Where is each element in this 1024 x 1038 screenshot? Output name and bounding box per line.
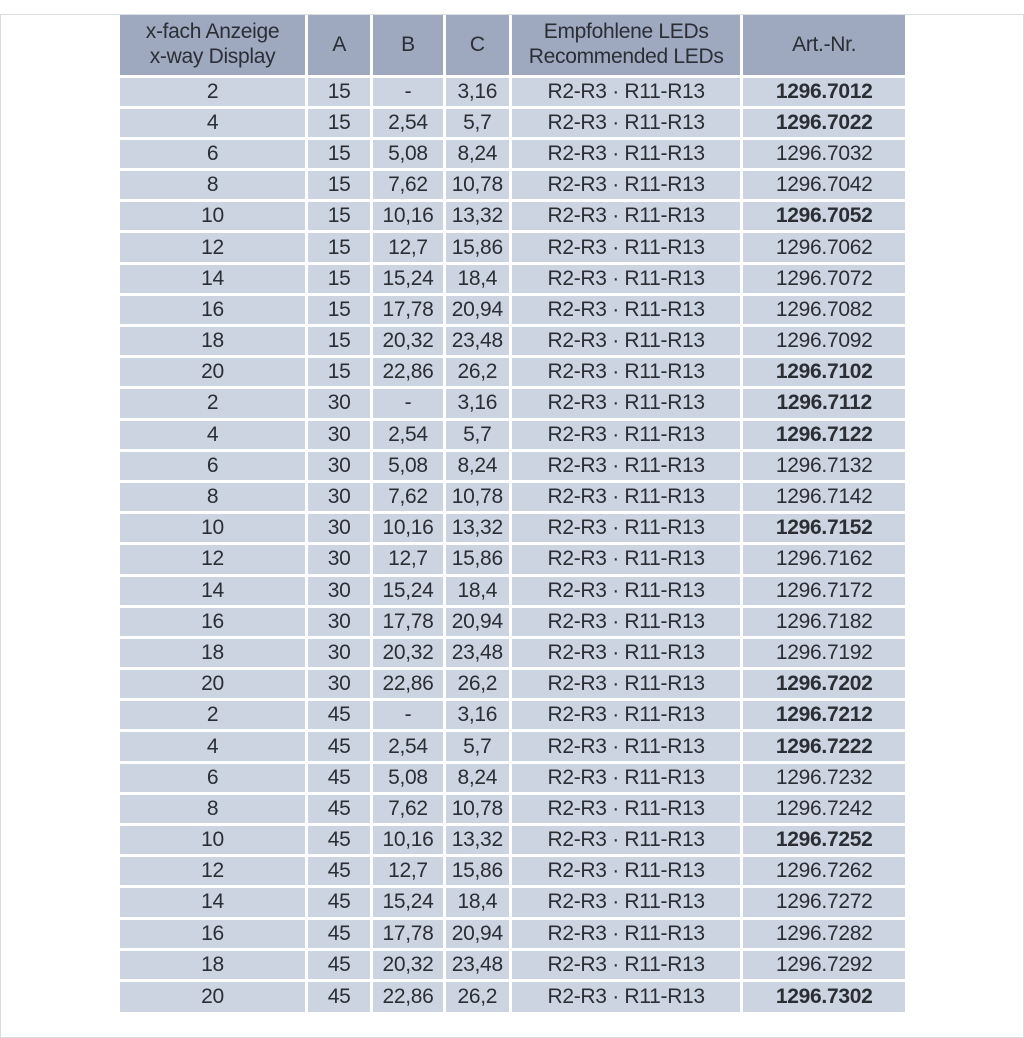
cell-c: 5,7 [444, 107, 510, 138]
cell-c: 3,16 [444, 700, 510, 731]
cell-recommended-leds: R2-R3 · R11-R13 [510, 294, 741, 325]
table-row [120, 138, 905, 169]
cell-display-count: 14 [120, 263, 307, 294]
cell-c: 13,32 [444, 825, 510, 856]
cell-c: 10,78 [444, 793, 510, 824]
table-row [120, 76, 905, 107]
cell-c: 23,48 [444, 637, 510, 668]
cell-art-nr: 1296.7252 [742, 825, 905, 856]
cell-a: 30 [307, 513, 372, 544]
table-row [120, 669, 905, 700]
cell-a: 30 [307, 637, 372, 668]
cell-b: 5,08 [372, 450, 444, 481]
cell-b: 15,24 [372, 575, 444, 606]
cell-recommended-leds: R2-R3 · R11-R13 [510, 825, 741, 856]
cell-recommended-leds: R2-R3 · R11-R13 [510, 887, 741, 918]
cell-art-nr: 1296.7172 [742, 575, 905, 606]
cell-art-nr: 1296.7162 [742, 544, 905, 575]
cell-recommended-leds: R2-R3 · R11-R13 [510, 731, 741, 762]
cell-art-nr: 1296.7282 [742, 918, 905, 949]
cell-display-count: 18 [120, 326, 307, 357]
cell-display-count: 12 [120, 544, 307, 575]
cell-recommended-leds: R2-R3 · R11-R13 [510, 450, 741, 481]
column-header-b: B [372, 14, 444, 76]
cell-b: 2,54 [372, 731, 444, 762]
cell-b: 22,86 [372, 669, 444, 700]
cell-recommended-leds: R2-R3 · R11-R13 [510, 76, 741, 107]
cell-b: 5,08 [372, 138, 444, 169]
cell-b: 7,62 [372, 793, 444, 824]
cell-art-nr: 1296.7192 [742, 637, 905, 668]
cell-recommended-leds: R2-R3 · R11-R13 [510, 138, 741, 169]
cell-display-count: 18 [120, 949, 307, 980]
table-row [120, 544, 905, 575]
cell-c: 26,2 [444, 669, 510, 700]
cell-a: 45 [307, 887, 372, 918]
cell-b: 17,78 [372, 606, 444, 637]
cell-recommended-leds: R2-R3 · R11-R13 [510, 669, 741, 700]
cell-display-count: 2 [120, 76, 307, 107]
table-body [120, 76, 905, 1012]
cell-display-count: 10 [120, 513, 307, 544]
cell-art-nr: 1296.7302 [742, 980, 905, 1011]
table-row [120, 700, 905, 731]
cell-a: 45 [307, 980, 372, 1011]
cell-a: 15 [307, 107, 372, 138]
cell-art-nr: 1296.7012 [742, 76, 905, 107]
cell-recommended-leds: R2-R3 · R11-R13 [510, 232, 741, 263]
table-row [120, 201, 905, 232]
cell-display-count: 2 [120, 388, 307, 419]
header-row [120, 14, 905, 76]
cell-recommended-leds: R2-R3 · R11-R13 [510, 918, 741, 949]
cell-art-nr: 1296.7092 [742, 326, 905, 357]
table-row [120, 419, 905, 450]
led-display-spec-table [120, 14, 905, 1012]
cell-a: 30 [307, 575, 372, 606]
cell-display-count: 18 [120, 637, 307, 668]
cell-art-nr: 1296.7242 [742, 793, 905, 824]
table-row [120, 450, 905, 481]
cell-c: 18,4 [444, 575, 510, 606]
cell-art-nr: 1296.7102 [742, 357, 905, 388]
table-row [120, 513, 905, 544]
cell-art-nr: 1296.7142 [742, 481, 905, 512]
cell-display-count: 4 [120, 419, 307, 450]
cell-b: 12,7 [372, 232, 444, 263]
cell-c: 8,24 [444, 138, 510, 169]
cell-c: 26,2 [444, 357, 510, 388]
cell-c: 8,24 [444, 450, 510, 481]
cell-recommended-leds: R2-R3 · R11-R13 [510, 201, 741, 232]
table-row [120, 606, 905, 637]
cell-recommended-leds: R2-R3 · R11-R13 [510, 107, 741, 138]
cell-art-nr: 1296.7212 [742, 700, 905, 731]
cell-display-count: 8 [120, 481, 307, 512]
cell-a: 45 [307, 762, 372, 793]
cell-display-count: 8 [120, 793, 307, 824]
cell-c: 15,86 [444, 856, 510, 887]
cell-art-nr: 1296.7292 [742, 949, 905, 980]
table-row [120, 107, 905, 138]
table-row [120, 575, 905, 606]
cell-display-count: 14 [120, 575, 307, 606]
cell-art-nr: 1296.7022 [742, 107, 905, 138]
cell-display-count: 4 [120, 731, 307, 762]
cell-b: 2,54 [372, 107, 444, 138]
cell-art-nr: 1296.7072 [742, 263, 905, 294]
cell-a: 30 [307, 450, 372, 481]
cell-c: 18,4 [444, 887, 510, 918]
cell-a: 15 [307, 326, 372, 357]
cell-b: 17,78 [372, 918, 444, 949]
table-row [120, 731, 905, 762]
cell-recommended-leds: R2-R3 · R11-R13 [510, 481, 741, 512]
table-row [120, 918, 905, 949]
table-row [120, 294, 905, 325]
cell-b: 7,62 [372, 481, 444, 512]
cell-recommended-leds: R2-R3 · R11-R13 [510, 388, 741, 419]
column-header-display [120, 14, 307, 76]
cell-recommended-leds: R2-R3 · R11-R13 [510, 575, 741, 606]
cell-b: 22,86 [372, 980, 444, 1011]
cell-art-nr: 1296.7202 [742, 669, 905, 700]
table-row [120, 263, 905, 294]
cell-art-nr: 1296.7032 [742, 138, 905, 169]
cell-b: 20,32 [372, 326, 444, 357]
cell-art-nr: 1296.7152 [742, 513, 905, 544]
cell-b: 20,32 [372, 637, 444, 668]
column-header-leds [510, 14, 741, 76]
table-row [120, 357, 905, 388]
cell-c: 18,4 [444, 263, 510, 294]
cell-c: 20,94 [444, 918, 510, 949]
cell-art-nr: 1296.7262 [742, 856, 905, 887]
cell-b: 10,16 [372, 825, 444, 856]
cell-a: 15 [307, 357, 372, 388]
cell-b: - [372, 76, 444, 107]
cell-display-count: 10 [120, 825, 307, 856]
cell-a: 30 [307, 388, 372, 419]
cell-recommended-leds: R2-R3 · R11-R13 [510, 263, 741, 294]
cell-a: 15 [307, 170, 372, 201]
cell-display-count: 16 [120, 606, 307, 637]
cell-c: 20,94 [444, 606, 510, 637]
table-row [120, 481, 905, 512]
cell-c: 20,94 [444, 294, 510, 325]
cell-c: 15,86 [444, 544, 510, 575]
cell-c: 3,16 [444, 76, 510, 107]
cell-b: 20,32 [372, 949, 444, 980]
table-row [120, 232, 905, 263]
cell-display-count: 20 [120, 980, 307, 1011]
table-row [120, 887, 905, 918]
cell-recommended-leds: R2-R3 · R11-R13 [510, 357, 741, 388]
column-header-a: A [307, 14, 372, 76]
cell-display-count: 10 [120, 201, 307, 232]
cell-display-count: 2 [120, 700, 307, 731]
cell-a: 15 [307, 76, 372, 107]
cell-c: 23,48 [444, 326, 510, 357]
cell-display-count: 16 [120, 294, 307, 325]
cell-a: 15 [307, 232, 372, 263]
cell-b: 15,24 [372, 263, 444, 294]
cell-a: 30 [307, 669, 372, 700]
cell-display-count: 14 [120, 887, 307, 918]
cell-a: 30 [307, 606, 372, 637]
cell-display-count: 12 [120, 232, 307, 263]
cell-art-nr: 1296.7222 [742, 731, 905, 762]
cell-art-nr: 1296.7122 [742, 419, 905, 450]
cell-art-nr: 1296.7062 [742, 232, 905, 263]
cell-a: 15 [307, 263, 372, 294]
cell-art-nr: 1296.7052 [742, 201, 905, 232]
cell-recommended-leds: R2-R3 · R11-R13 [510, 637, 741, 668]
cell-recommended-leds: R2-R3 · R11-R13 [510, 700, 741, 731]
cell-b: - [372, 388, 444, 419]
table-header [120, 14, 905, 76]
cell-a: 30 [307, 419, 372, 450]
cell-c: 10,78 [444, 170, 510, 201]
cell-display-count: 20 [120, 357, 307, 388]
table-row [120, 326, 905, 357]
cell-display-count: 16 [120, 918, 307, 949]
cell-c: 13,32 [444, 201, 510, 232]
cell-a: 15 [307, 138, 372, 169]
cell-b: - [372, 700, 444, 731]
cell-c: 15,86 [444, 232, 510, 263]
cell-c: 13,32 [444, 513, 510, 544]
cell-recommended-leds: R2-R3 · R11-R13 [510, 762, 741, 793]
cell-recommended-leds: R2-R3 · R11-R13 [510, 949, 741, 980]
table-row [120, 856, 905, 887]
cell-b: 2,54 [372, 419, 444, 450]
cell-art-nr: 1296.7112 [742, 388, 905, 419]
cell-display-count: 12 [120, 856, 307, 887]
cell-a: 45 [307, 825, 372, 856]
cell-display-count: 6 [120, 138, 307, 169]
cell-recommended-leds: R2-R3 · R11-R13 [510, 544, 741, 575]
table-row [120, 762, 905, 793]
cell-a: 45 [307, 793, 372, 824]
cell-display-count: 8 [120, 170, 307, 201]
cell-display-count: 6 [120, 762, 307, 793]
cell-b: 10,16 [372, 201, 444, 232]
cell-display-count: 6 [120, 450, 307, 481]
cell-b: 12,7 [372, 856, 444, 887]
cell-a: 45 [307, 918, 372, 949]
cell-recommended-leds: R2-R3 · R11-R13 [510, 856, 741, 887]
cell-art-nr: 1296.7132 [742, 450, 905, 481]
cell-c: 8,24 [444, 762, 510, 793]
cell-a: 30 [307, 544, 372, 575]
cell-b: 10,16 [372, 513, 444, 544]
cell-display-count: 4 [120, 107, 307, 138]
cell-b: 17,78 [372, 294, 444, 325]
column-header-leds-line1: Empfohlene LEDs [543, 20, 709, 44]
column-header-c: C [444, 14, 510, 76]
table-row [120, 170, 905, 201]
cell-c: 10,78 [444, 481, 510, 512]
cell-a: 30 [307, 481, 372, 512]
column-header-display-line1: x-fach Anzeige [145, 20, 280, 44]
cell-recommended-leds: R2-R3 · R11-R13 [510, 419, 741, 450]
cell-a: 15 [307, 294, 372, 325]
cell-a: 15 [307, 201, 372, 232]
cell-a: 45 [307, 949, 372, 980]
table-row [120, 980, 905, 1011]
column-header-display-line2: x-way Display [149, 45, 276, 69]
cell-art-nr: 1296.7232 [742, 762, 905, 793]
cell-c: 5,7 [444, 419, 510, 450]
cell-recommended-leds: R2-R3 · R11-R13 [510, 326, 741, 357]
table-row [120, 637, 905, 668]
cell-recommended-leds: R2-R3 · R11-R13 [510, 513, 741, 544]
cell-recommended-leds: R2-R3 · R11-R13 [510, 606, 741, 637]
cell-b: 15,24 [372, 887, 444, 918]
cell-b: 22,86 [372, 357, 444, 388]
cell-c: 26,2 [444, 980, 510, 1011]
cell-art-nr: 1296.7042 [742, 170, 905, 201]
cell-c: 23,48 [444, 949, 510, 980]
cell-recommended-leds: R2-R3 · R11-R13 [510, 980, 741, 1011]
column-header-leds-line2: Recommended LEDs [528, 45, 724, 69]
cell-a: 45 [307, 700, 372, 731]
table-row [120, 793, 905, 824]
cell-recommended-leds: R2-R3 · R11-R13 [510, 170, 741, 201]
cell-c: 5,7 [444, 731, 510, 762]
cell-art-nr: 1296.7272 [742, 887, 905, 918]
cell-b: 12,7 [372, 544, 444, 575]
column-header-art-nr: Art.-Nr. [742, 14, 905, 76]
cell-c: 3,16 [444, 388, 510, 419]
table-row [120, 388, 905, 419]
cell-art-nr: 1296.7182 [742, 606, 905, 637]
cell-a: 45 [307, 731, 372, 762]
cell-recommended-leds: R2-R3 · R11-R13 [510, 793, 741, 824]
table-row [120, 825, 905, 856]
cell-b: 5,08 [372, 762, 444, 793]
cell-a: 45 [307, 856, 372, 887]
cell-display-count: 20 [120, 669, 307, 700]
cell-art-nr: 1296.7082 [742, 294, 905, 325]
table-row [120, 949, 905, 980]
cell-b: 7,62 [372, 170, 444, 201]
